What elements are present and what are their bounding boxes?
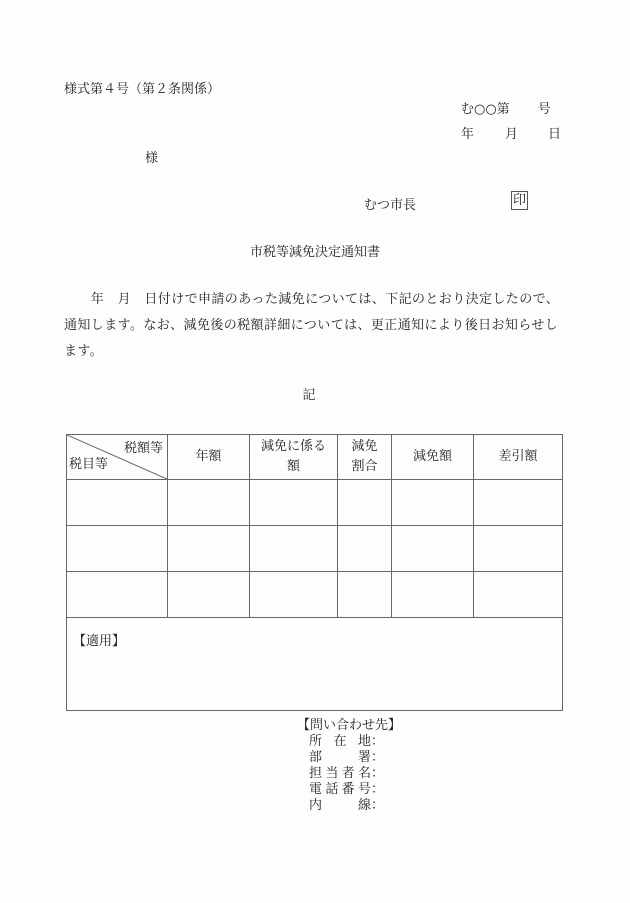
contact-label: 所在地 bbox=[309, 734, 371, 749]
issuer-name: むつ市長 bbox=[364, 198, 417, 213]
body-paragraph: 年 月 日付けで申請のあった減免については、下記のとおり決定したので、通知します。なお、減免後の税額詳細については、更正通知により後日お知らせします。 bbox=[64, 292, 560, 359]
contact-field: 内線： bbox=[309, 798, 385, 813]
contact-field: 担当者名： bbox=[309, 766, 385, 781]
corner-top-label: 税額等 bbox=[123, 441, 163, 456]
table-header-row bbox=[67, 435, 563, 480]
contact-label: 電話番号 bbox=[309, 782, 371, 797]
ki-heading: 記 bbox=[302, 388, 316, 403]
column-header-label: 年額 bbox=[195, 449, 222, 464]
document-date bbox=[461, 123, 561, 142]
contact-label: 内線 bbox=[309, 798, 371, 813]
tax-reduction-table bbox=[66, 434, 563, 711]
date-day: 日 bbox=[548, 127, 562, 142]
column-header-label: 減免割合 bbox=[351, 439, 378, 474]
recipient-suffix: 様 bbox=[145, 151, 159, 166]
table-cell[interactable] bbox=[67, 526, 168, 572]
table-cell[interactable] bbox=[474, 526, 563, 572]
document-number bbox=[461, 98, 551, 117]
table-cell[interactable] bbox=[338, 480, 392, 526]
contact-heading: 【問い合わせ先】 bbox=[297, 718, 402, 733]
table-cell[interactable] bbox=[250, 480, 338, 526]
remarks-row bbox=[67, 618, 563, 711]
contact-label: 担当者名 bbox=[309, 766, 371, 781]
contact-field: 所在地： bbox=[309, 734, 385, 749]
column-header-label: 減免額 bbox=[412, 449, 452, 464]
document-number-suffix: 号 bbox=[537, 102, 551, 117]
column-header bbox=[392, 435, 474, 480]
corner-header-cell bbox=[67, 435, 168, 480]
contact-field: 電話番号： bbox=[309, 782, 385, 797]
seal-mark: 印 bbox=[513, 193, 527, 208]
contact-block bbox=[297, 718, 401, 814]
table-cell[interactable] bbox=[67, 480, 168, 526]
table-cell[interactable] bbox=[474, 572, 563, 618]
remarks-cell[interactable] bbox=[67, 618, 563, 711]
table-row bbox=[67, 526, 563, 572]
table-cell[interactable] bbox=[474, 480, 563, 526]
table-cell[interactable] bbox=[392, 526, 474, 572]
table-row bbox=[67, 480, 563, 526]
column-header-label: 差引額 bbox=[498, 449, 538, 464]
date-year: 年 bbox=[461, 127, 475, 142]
table-cell[interactable] bbox=[338, 572, 392, 618]
table-cell[interactable] bbox=[392, 480, 474, 526]
table-cell[interactable] bbox=[67, 572, 168, 618]
table-cell[interactable] bbox=[168, 480, 250, 526]
form-number: 様式第４号（第２条関係） bbox=[64, 82, 221, 97]
table-cell[interactable] bbox=[338, 526, 392, 572]
table-cell[interactable] bbox=[250, 526, 338, 572]
contact-field: 部署： bbox=[309, 750, 385, 765]
column-header bbox=[474, 435, 563, 480]
column-header bbox=[168, 435, 250, 480]
date-month: 月 bbox=[505, 127, 519, 142]
table-cell[interactable] bbox=[168, 526, 250, 572]
contact-label: 部署 bbox=[309, 750, 371, 765]
table-row bbox=[67, 572, 563, 618]
corner-bottom-label: 税目等 bbox=[69, 457, 109, 472]
column-header-label: 減免に係る額 bbox=[260, 439, 326, 474]
column-header bbox=[338, 435, 392, 480]
column-header bbox=[250, 435, 338, 480]
table-cell[interactable] bbox=[392, 572, 474, 618]
remarks-label: 【適用】 bbox=[73, 634, 126, 649]
table-cell[interactable] bbox=[168, 572, 250, 618]
document-title: 市税等減免決定通知書 bbox=[249, 245, 380, 260]
table-cell[interactable] bbox=[250, 572, 338, 618]
document-number-prefix: む○○第 bbox=[461, 102, 510, 117]
